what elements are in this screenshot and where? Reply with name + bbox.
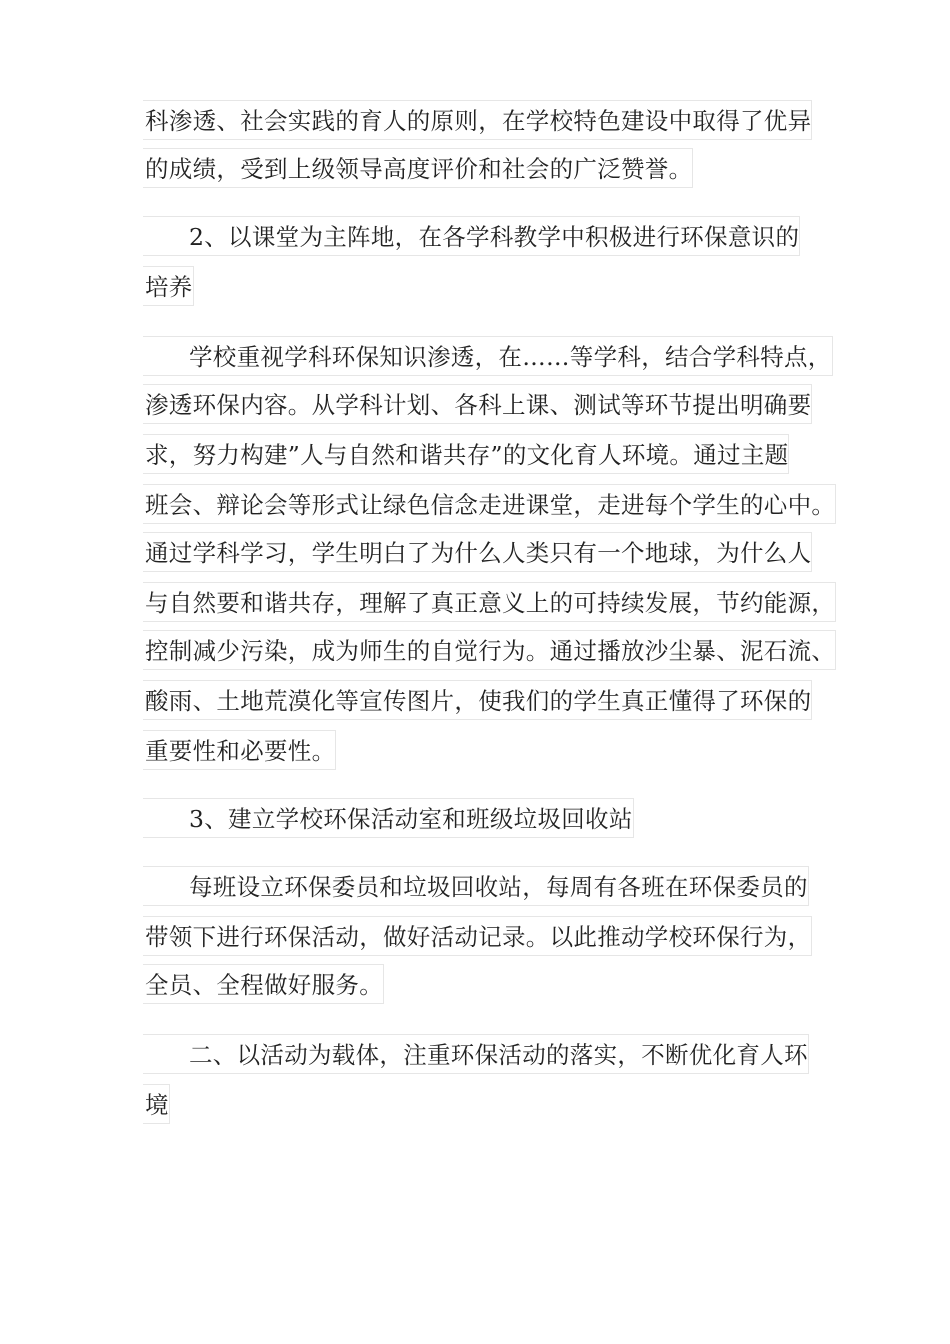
text-line: 班会、辩论会等形式让绿色信念走进课堂，走进每个学生的心中。 xyxy=(143,484,836,524)
text-line: 带领下进行环保活动，做好活动记录。以此推动学校环保行为， xyxy=(143,916,812,956)
heading-line: 二、以活动为载体，注重环保活动的落实，不断优化育人环 xyxy=(143,1034,809,1074)
heading-line: 培养 xyxy=(143,266,194,306)
heading-line: 3、建立学校环保活动室和班级垃圾回收站 xyxy=(143,798,634,838)
text-line: 的成绩，受到上级领导高度评价和社会的广泛赞誉。 xyxy=(143,148,693,188)
text-line: 与自然要和谐共存，理解了真正意义上的可持续发展，节约能源， xyxy=(143,582,836,622)
text-line: 渗透环保内容。从学科计划、各科上课、测试等环节提出明确要 xyxy=(143,384,812,424)
text-line: 酸雨、土地荒漠化等宣传图片，使我们的学生真正懂得了环保的 xyxy=(143,680,812,720)
text-line: 通过学科学习，学生明白了为什么人类只有一个地球，为什么人 xyxy=(143,532,812,572)
heading-line: 2、以课堂为主阵地，在各学科教学中积极进行环保意识的 xyxy=(143,216,800,256)
text-line: 全员、全程做好服务。 xyxy=(143,964,384,1004)
text-line: 科渗透、社会实践的育人的原则，在学校特色建设中取得了优异 xyxy=(143,100,812,140)
text-line: 学校重视学科环保知识渗透，在……等学科，结合学科特点， xyxy=(143,336,833,376)
heading-line: 境 xyxy=(143,1084,170,1124)
text-line: 控制减少污染，成为师生的自觉行为。通过播放沙尘暴、泥石流、 xyxy=(143,630,836,670)
text-line: 重要性和必要性。 xyxy=(143,730,336,770)
text-line: 每班设立环保委员和垃圾回收站，每周有各班在环保委员的 xyxy=(143,866,809,906)
text-line: 求，努力构建”人与自然和谐共存”的文化育人环境。通过主题 xyxy=(143,434,789,474)
